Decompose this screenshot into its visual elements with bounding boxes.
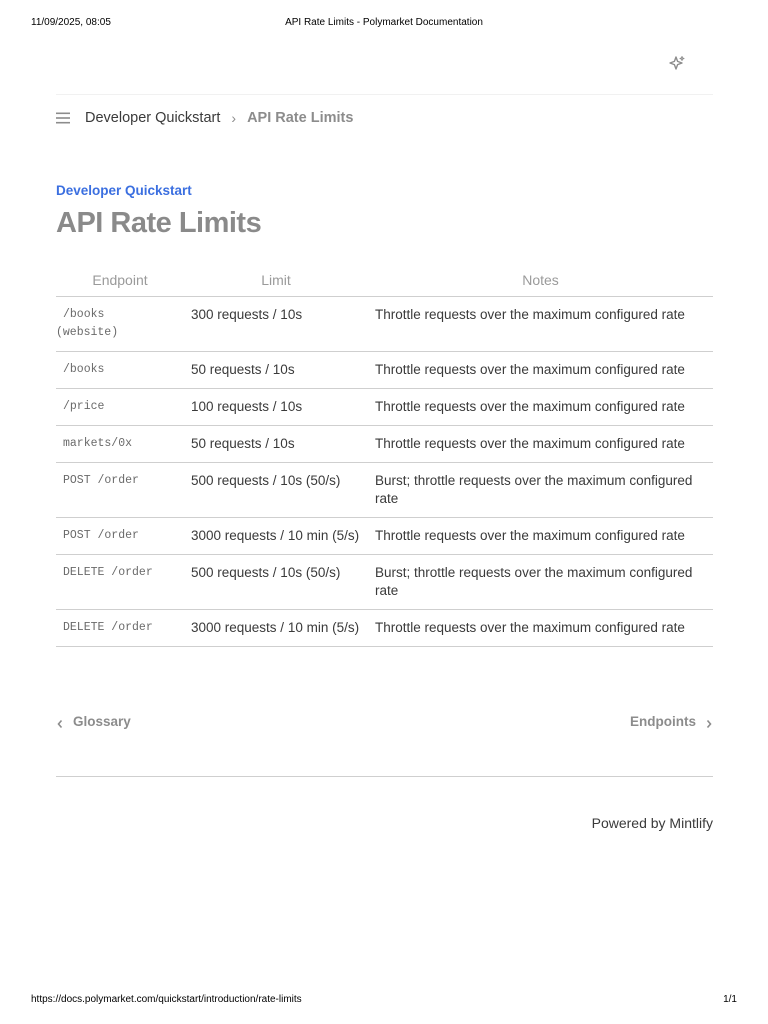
- print-url: https://docs.polymarket.com/quickstart/introduction/rate-limits: [31, 994, 302, 1005]
- next-page-label: Endpoints: [630, 714, 696, 729]
- endpoint-cell: [56, 518, 184, 555]
- column-header-notes: Notes: [368, 263, 713, 297]
- notes-cell: Throttle requests over the maximum configured rate: [368, 518, 713, 555]
- notes-cell: Burst; throttle requests over the maximum configured rate: [368, 463, 713, 518]
- endpoint-cell: [56, 463, 184, 518]
- breadcrumb-parent[interactable]: Developer Quickstart: [85, 110, 221, 126]
- print-title: API Rate Limits - Polymarket Documentation: [285, 17, 483, 28]
- notes-cell: Throttle requests over the maximum configured rate: [368, 426, 713, 463]
- endpoint-cell: [56, 555, 184, 610]
- endpoint-code: /books: [63, 363, 105, 376]
- page-navigation: [56, 714, 713, 734]
- notes-cell: Throttle requests over the maximum configured rate: [368, 389, 713, 426]
- endpoint-code: POST /order: [63, 474, 139, 487]
- endpoint-cell: [56, 389, 184, 426]
- table-row: [56, 389, 713, 426]
- breadcrumb-separator: ›: [231, 110, 237, 126]
- notes-cell: Throttle requests over the maximum configured rate: [368, 352, 713, 389]
- limit-cell: 50 requests / 10s: [184, 352, 368, 389]
- table-header-row: [56, 263, 713, 297]
- column-header-endpoint: Endpoint: [56, 263, 184, 297]
- notes-cell: Throttle requests over the maximum configured rate: [368, 610, 713, 647]
- top-bar: [56, 44, 713, 95]
- hamburger-menu-icon[interactable]: [56, 112, 70, 124]
- table-row: [56, 352, 713, 389]
- limit-cell: 100 requests / 10s: [184, 389, 368, 426]
- endpoint-cell: [56, 352, 184, 389]
- endpoint-cell: [56, 297, 184, 352]
- table-row: [56, 610, 713, 647]
- notes-cell: Throttle requests over the maximum configured rate: [368, 297, 713, 352]
- next-page-link[interactable]: [630, 714, 713, 729]
- endpoint-code: DELETE /order: [63, 566, 153, 579]
- limit-cell: 500 requests / 10s (50/s): [184, 463, 368, 518]
- prev-page-link[interactable]: [56, 714, 131, 729]
- table-row: [56, 555, 713, 610]
- limit-cell: 500 requests / 10s (50/s): [184, 555, 368, 610]
- page-title: API Rate Limits: [56, 207, 262, 239]
- footer-divider: [56, 776, 713, 777]
- table-row: [56, 426, 713, 463]
- endpoint-code: POST /order: [63, 529, 139, 542]
- breadcrumb-current: API Rate Limits: [247, 110, 354, 126]
- limit-cell: 3000 requests / 10 min (5/s): [184, 610, 368, 647]
- chevron-right-icon: [705, 717, 713, 727]
- endpoint-cell: [56, 426, 184, 463]
- endpoint-code: DELETE /order: [63, 621, 153, 634]
- print-page-number: 1/1: [723, 994, 737, 1005]
- endpoint-suffix: (website): [56, 326, 119, 339]
- endpoint-code: /price: [63, 400, 105, 413]
- table-row: [56, 297, 713, 352]
- section-eyebrow[interactable]: Developer Quickstart: [56, 183, 192, 198]
- notes-cell: Burst; throttle requests over the maximum configured rate: [368, 555, 713, 610]
- rate-limits-table: [56, 263, 713, 647]
- table-row: [56, 518, 713, 555]
- limit-cell: 3000 requests / 10 min (5/s): [184, 518, 368, 555]
- endpoint-code: /books: [63, 308, 105, 321]
- powered-by-link[interactable]: Powered by Mintlify: [591, 815, 713, 831]
- table-row: [56, 463, 713, 518]
- sparkle-icon[interactable]: [667, 54, 687, 74]
- chevron-left-icon: [56, 717, 64, 727]
- limit-cell: 300 requests / 10s: [184, 297, 368, 352]
- breadcrumb: [56, 108, 353, 128]
- endpoint-cell: [56, 610, 184, 647]
- prev-page-label: Glossary: [73, 714, 131, 729]
- limit-cell: 50 requests / 10s: [184, 426, 368, 463]
- column-header-limit: Limit: [184, 263, 368, 297]
- endpoint-code: markets/0x: [63, 437, 133, 450]
- print-datetime: 11/09/2025, 08:05: [31, 17, 111, 28]
